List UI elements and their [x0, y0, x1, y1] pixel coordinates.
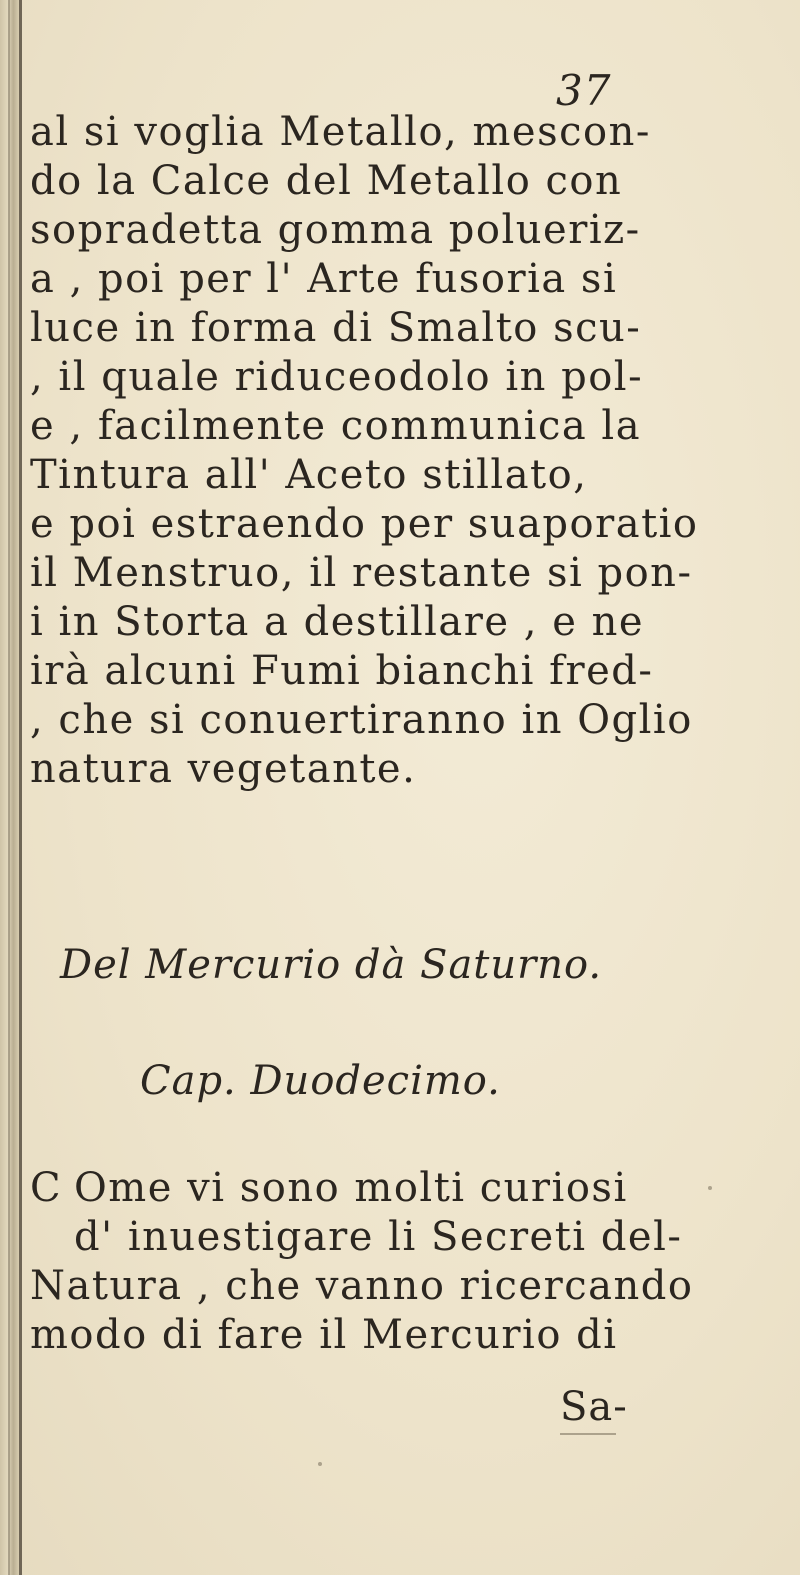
- chapter-heading: Del Mercurio dà Saturno.: [60, 942, 603, 988]
- text-line: Natura , che vanno ricercando: [30, 1263, 694, 1309]
- text-line-content: Ome vi sono molti curiosi: [74, 1165, 628, 1211]
- text-line: sopradetta gomma polueriz-: [30, 207, 641, 253]
- spine-edge: [8, 0, 10, 1575]
- text-line: modo di fare il Mercurio di: [30, 1312, 618, 1358]
- text-line: do la Calce del Metallo con: [30, 158, 623, 204]
- text-line: , che si conuertiranno in Oglio: [30, 697, 693, 743]
- paragraph-2: [30, 1164, 694, 1360]
- text-line: natura vegetante.: [30, 746, 417, 792]
- text-line: il Menstruo, il restante si pon-: [30, 550, 693, 596]
- text-line: , il quale riduceodolo in pol-: [30, 354, 644, 400]
- paper-speck: [318, 1462, 322, 1466]
- text-line: Tintura all' Aceto stillato,: [30, 452, 588, 498]
- chapter-number: Cap. Duodecimo.: [140, 1058, 501, 1104]
- book-spine: [0, 0, 22, 1575]
- text-line: i in Storta a destillare , e ne: [30, 599, 645, 645]
- text-line: [30, 1164, 680, 1213]
- text-line: d' inuestigare li Secreti del-: [74, 1214, 683, 1260]
- text-line: a , poi per l' Arte fusoria si: [30, 256, 618, 302]
- paper-speck: [708, 1186, 712, 1190]
- ink-mark: [560, 1433, 616, 1435]
- text-line: e , facilmente communica la: [30, 403, 642, 449]
- paragraph-1: [30, 108, 699, 794]
- text-line: e poi estraendo per suaporatio: [30, 501, 699, 547]
- catchword: Sa-: [560, 1384, 628, 1430]
- text-line: al si voglia Metallo, mescon-: [30, 109, 651, 155]
- drop-cap: C: [30, 1165, 63, 1211]
- text-line: irà alcuni Fumi bianchi fred-: [30, 648, 654, 694]
- text-line: luce in forma di Smalto scu-: [30, 305, 642, 351]
- page-number: 37: [556, 66, 612, 115]
